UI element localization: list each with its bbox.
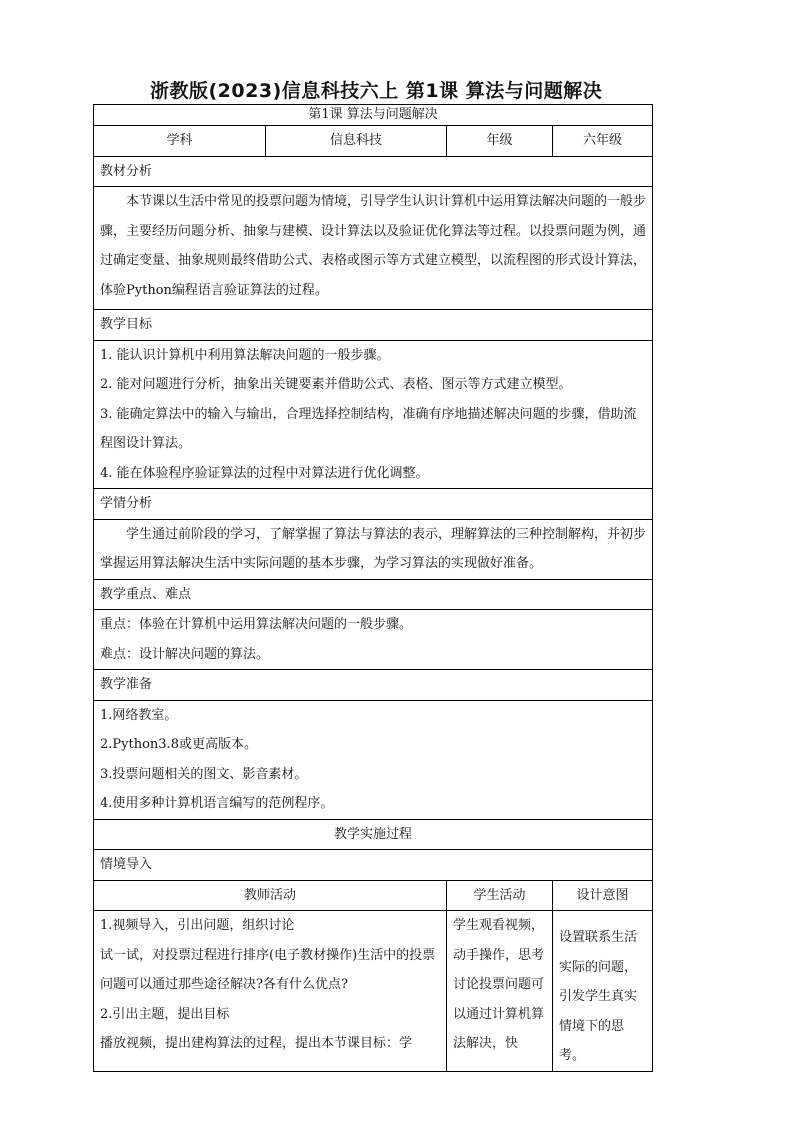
student-activity: 学生观看视频，动手操作，思考讨论投票问题可以通过计算机算法解决，快 (453, 918, 545, 1051)
material-body-row (94, 187, 653, 310)
key-point-difficulty: 难点：设计解决问题的算法。 (100, 646, 270, 662)
students-body-row (94, 519, 653, 579)
goal-item: 4. 能在体验程序验证算法的过程中对算法进行优化调整。 (100, 465, 429, 481)
grade-value: 六年级 (553, 126, 653, 157)
col-teacher-activity: 教师活动 (94, 880, 447, 911)
process-stage: 情境导入 (94, 850, 653, 881)
process-stage-row (94, 850, 653, 881)
preparation-item: 2.Python3.8或更高版本。 (100, 737, 257, 752)
key-points-body-row (94, 610, 653, 670)
subject-value: 信息科技 (266, 126, 447, 157)
lesson-title-row (94, 105, 653, 126)
col-design-intent: 设计意图 (553, 880, 653, 911)
goals-body-row (94, 340, 653, 489)
design-intent: 设置联系生活实际的问题，引发学生真实情境下的思考。 (559, 930, 638, 1063)
material-heading: 教材分析 (94, 156, 653, 187)
process-heading-row (94, 819, 653, 850)
document-title: 浙教版(2023)信息科技六上 第1课 算法与问题解决 (150, 80, 603, 102)
lesson-plan-table (93, 104, 653, 1072)
lesson-title: 第1课 算法与问题解决 (94, 105, 653, 126)
teacher-activity-line: 试一试，对投票过程进行排序(电子教材操作)生活中的投票问题可以通过那些途径解决?各有什么优点? (100, 947, 436, 992)
preparation-body-row (94, 700, 653, 819)
teacher-activity-line: 2.引出主题，提出目标 (100, 1006, 230, 1022)
key-points-heading: 教学重点、难点 (94, 579, 653, 610)
teacher-activity-line: 1.视频导入，引出问题，组织讨论 (100, 918, 295, 933)
students-heading: 学情分析 (94, 489, 653, 520)
subject-label: 学科 (94, 126, 266, 157)
preparation-heading-row (94, 670, 653, 701)
info-row (94, 126, 653, 157)
goal-item: 1. 能认识计算机中利用算法解决问题的一般步骤。 (100, 347, 390, 363)
goals-heading-row (94, 310, 653, 341)
process-columns-row (94, 880, 653, 911)
process-content-row (94, 911, 653, 1072)
goal-item: 2. 能对问题进行分析，抽象出关键要素并借助公式、表格、图示等方式建立模型。 (100, 377, 572, 392)
teacher-activity-line: 播放视频，提出建构算法的过程，提出本节课目标：学 (100, 1036, 413, 1051)
key-point-focus: 重点：体验在计算机中运用算法解决问题的一般步骤。 (100, 617, 413, 632)
col-student-activity: 学生活动 (447, 880, 553, 911)
process-heading: 教学实施过程 (94, 819, 653, 850)
preparation-heading: 教学准备 (94, 670, 653, 701)
material-body: 本节课以生活中常见的投票问题为情境，引导学生认识计算机中运用算法解决问题的一般步骤，主要经历问题分析、抽象与建模、设计算法以及验证优化算法等过程。以投票问题为例，通过确定变量、抽象规则最终借助公式、表格或图示等方式建立模型，以流程图的形式设计算法，体验Python编程语言验证算法的过程。 (100, 194, 647, 298)
preparation-item: 3.投票问题相关的图文、影音素材。 (100, 766, 308, 782)
key-points-heading-row (94, 579, 653, 610)
goals-heading: 教学目标 (94, 310, 653, 341)
goal-item: 3. 能确定算法中的输入与输出，合理选择控制结构，准确有序地描述解决问题的步骤，借助流程图设计算法。 (100, 406, 637, 451)
students-heading-row (94, 489, 653, 520)
preparation-item: 1.网络教室。 (100, 707, 178, 723)
grade-label: 年级 (447, 126, 553, 157)
preparation-item: 4.使用多种计算机语言编写的范例程序。 (100, 796, 334, 811)
material-heading-row (94, 156, 653, 187)
students-body: 学生通过前阶段的学习，了解掌握了算法与算法的表示，理解算法的三种控制解构，并初步掌握运用算法解决生活中实际问题的基本步骤，为学习算法的实现做好准备。 (100, 526, 647, 571)
